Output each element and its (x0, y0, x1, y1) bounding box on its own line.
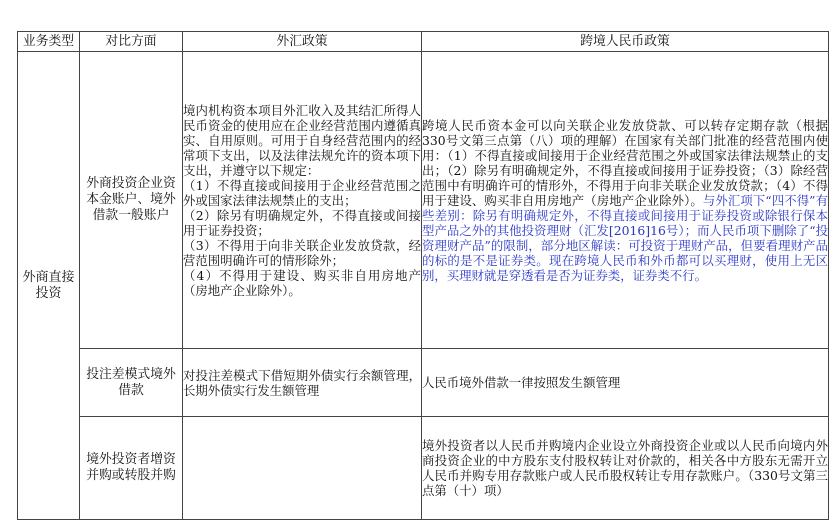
rmb-paragraph (422, 118, 828, 283)
header-fx-policy: 外汇政策 (183, 32, 422, 52)
rmb-policy-cell: 人民币境外借款一律按照发生额管理 (422, 349, 829, 417)
fx-rule-1: （1）不得直接或间接用于企业经营范围之外或国家法律法规禁止的支出； (183, 177, 421, 208)
table-row (18, 349, 829, 417)
rmb-policy-cell: 境外投资者以人民币并购境内企业设立外商投资企业或以人民币向境内外商投资企业的中方股东支付股权转让对价款的，相关各中方股东无需开立人民币并购专用存款账户或人民币股权转让专用存款账户。（330号文第三点第（十）项） (422, 417, 829, 520)
aspect-cell: 投注差模式境外借款 (80, 349, 183, 417)
rmb-policy-cell (422, 52, 829, 349)
policy-comparison-table (17, 31, 829, 520)
fx-rule-4: （4）不得用于建设、购买非自用房地产（房地产企业除外）。 (183, 267, 421, 298)
header-business-type: 业务类型 (18, 32, 80, 52)
header-row (18, 32, 829, 52)
aspect-cell: 境外投资者增资并购或转股并购 (80, 417, 183, 520)
rmb-text: 跨境人民币资本金可以向关联企业发放贷款、可以转存定期存款（根据330号文第三点第（八）项的理解）在国家有关部门批准的经营范围内使用：（1）不得直接或间接用于企业经营范围之外或国家法律法规禁止的支出；（2）除另有明确规定外，不得直接或间接用于证券投资；（3）除经营范围中有明确许可的情形外，不得用于向非关联企业发放贷款；（4）不得用于建设、购买非自用房地产（房地产企业除外）。 (422, 117, 828, 208)
header-rmb-policy: 跨境人民币政策 (422, 32, 829, 52)
fx-policy-cell (183, 52, 422, 349)
fx-paragraph: 境内机构资本项目外汇收入及其结汇所得人民币资金的使用应在企业经营范围内遵循真实、自用原则。可用于自身经营范围内的经常项下支出，以及法律法规允许的资本项下支出，并遵守以下规定： (183, 102, 421, 178)
aspect-cell: 外商投资企业资本金账户、境外借款一般账户 (80, 52, 183, 349)
rmb-note-highlight: 与外汇项下“四不得”有些差别：除另有明确规定外，不得直接或间接用于证券投资或除银行保本型产品之外的其他投资理财（汇发[2016]16号）；而人民币项下删除了“投资理财产品”的限制，部分地区解读：可投资于理财产品，但要看理财产品的标的是不是证券类。现在跨境人民币和外币都可以买理财，使用上无区别，买理财就是穿透看是否为证券类，证券类不行。 (422, 192, 828, 283)
fx-policy-cell: 对投注差模式下借短期外债实行余额管理，长期外债实行发生额管理 (183, 349, 422, 417)
table-row (18, 52, 829, 349)
fx-rule-2: （2）除另有明确规定外，不得直接或间接用于证券投资； (183, 207, 421, 238)
business-type-cell: 外商直接投资 (18, 52, 80, 520)
header-comparison-aspect: 对比方面 (80, 32, 183, 52)
table-row (18, 417, 829, 520)
fx-rule-3: （3）不得用于向非关联企业发放贷款，经营范围明确许可的情形除外； (183, 237, 421, 268)
fx-policy-cell (183, 417, 422, 520)
